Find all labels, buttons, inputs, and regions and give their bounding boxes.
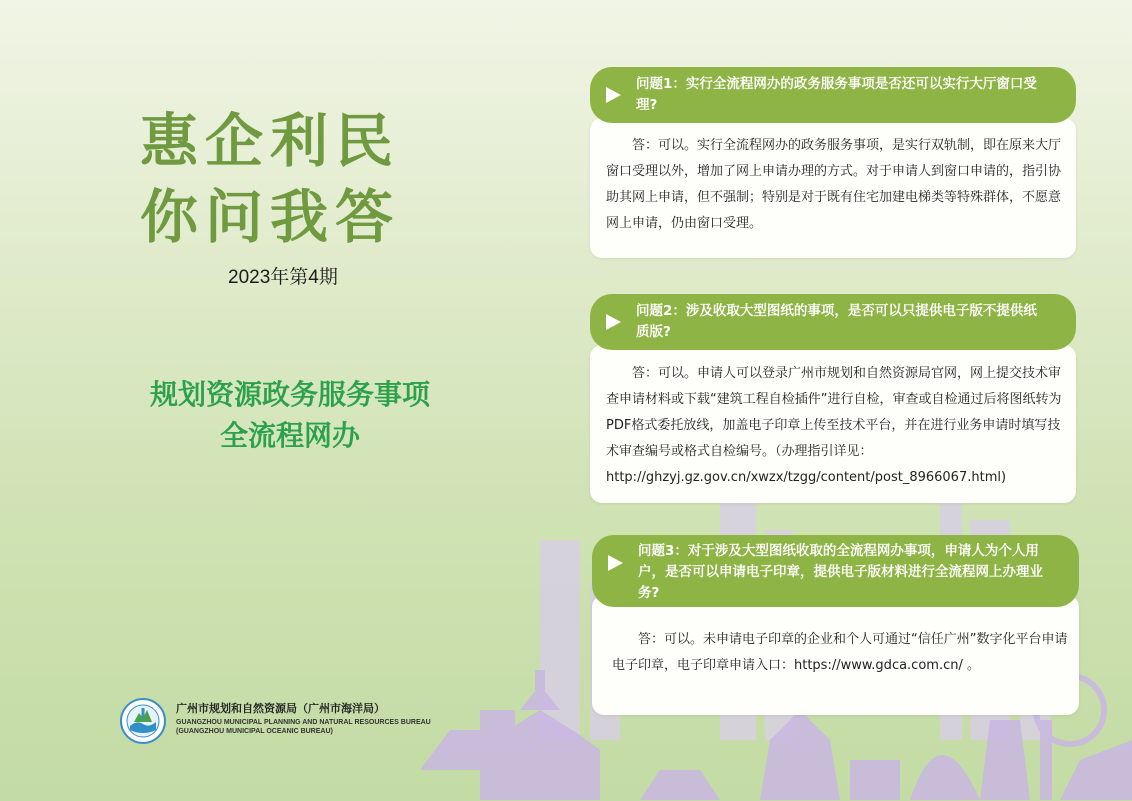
play-arrow-icon (606, 87, 621, 103)
issue-label: 2023年第4期 (228, 267, 338, 288)
bureau-name-cn: 广州市规划和自然资源局（广州市海洋局） (176, 702, 385, 715)
bureau-logo-icon (120, 698, 166, 744)
play-arrow-icon (608, 555, 623, 571)
question-bar-3 (592, 535, 1079, 607)
subtitle-line1: 规划资源政务服务事项 (149, 378, 430, 411)
question-bar-1 (590, 67, 1076, 123)
bureau-name-en-sub: (GUANGZHOU MUNICIPAL OCEANIC BUREAU) (176, 728, 333, 735)
question-bar-2 (590, 294, 1076, 350)
cover-title-line1: 惠企利民 (140, 107, 401, 175)
bureau-name-en: GUANGZHOU MUNICIPAL PLANNING AND NATURAL RESOURCES BUREAU (176, 719, 431, 726)
answer-2-text: 答：可以。申请人可以登录广州市规划和自然资源局官网，网上提交技术审查申请材料或下载“建筑工程自检插件”进行自检，审查或自检通过后将图纸转为PDF格式委托放线，加盖电子印章上传至技术平台，并在进行业务申请时填写技术审查编号或格式自检编号。（办理指引详见：http://ghzyj.gz.gov.cn/xwzx/tzgg/content/post_8966067.html) (606, 366, 1062, 485)
subtitle-line2: 全流程网办 (219, 419, 360, 452)
bureau-branding (120, 698, 450, 748)
answer-3-text: 答：可以。未申请电子印章的企业和个人可通过“信任广州”数字化平台申请电子印章，电子印章申请入口：https://www.gdca.com.cn/ 。 (612, 632, 1068, 673)
cover-title-line2: 你问我答 (140, 183, 401, 251)
question-1-text: 问题1：实行全流程网办的政务服务事项是否还可以实行大厅窗口受理? (636, 76, 1037, 113)
play-arrow-icon (606, 314, 621, 330)
question-3-text: 问题3：对于涉及大型图纸收取的全流程网办事项，申请人为个人用户，是否可以申请电子印章，提供电子版材料进行全流程网上办理业务? (638, 543, 1043, 601)
question-2-text: 问题2：涉及收取大型图纸的事项，是否可以只提供电子版不提供纸质版? (636, 303, 1037, 340)
answer-1-text: 答：可以。实行全流程网办的政务服务事项，是实行双轨制，即在原来大厅窗口受理以外，增加了网上申请办理的方式。对于申请人到窗口申请的，指引协助其网上申请，但不强制；特别是对于既有住宅加建电梯类等特殊群体，不愿意网上申请，仍由窗口受理。 (606, 138, 1062, 231)
